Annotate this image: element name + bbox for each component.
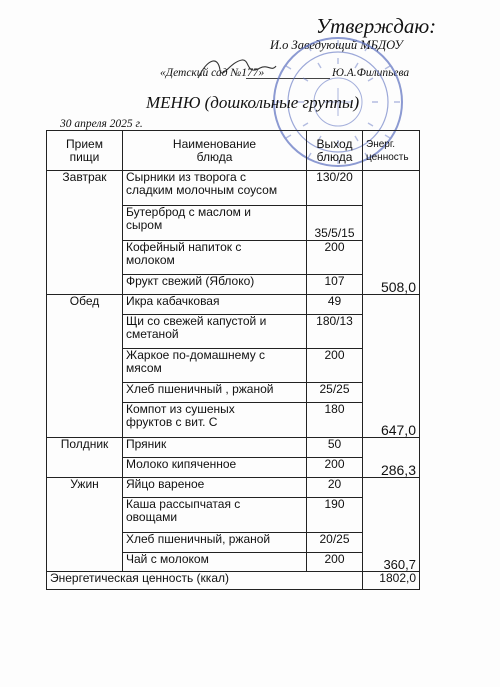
head-title: И.о Заведующий МБДОУ [270, 38, 403, 52]
dish-cell: Жаркое по-домашнему с мясом [123, 349, 307, 383]
meal-lunch: Обед [47, 295, 123, 438]
menu-date: 30 апреля 2025 г. [60, 118, 143, 130]
dish-cell: Икра кабачковая [123, 295, 307, 315]
meal-snack: Полдник [47, 438, 123, 478]
yield-cell: 49 [307, 295, 363, 315]
header-row [47, 131, 420, 171]
meal-dinner: Ужин [47, 478, 123, 572]
yield-cell: 20 [307, 478, 363, 498]
yield-cell: 25/25 [307, 383, 363, 403]
dish-cell: Компот из сушеных фруктов с вит. С [123, 403, 307, 438]
dish-cell: Фрукт свежий (Яблоко) [123, 275, 307, 295]
dish-cell: Хлеб пшеничный, ржаной [123, 533, 307, 553]
dish-cell: Чай с молоком [123, 553, 307, 572]
header-meal: Прием пищи [47, 131, 123, 171]
energy-snack: 286,3 [363, 438, 420, 478]
yield-cell: 130/20 [307, 171, 363, 206]
approval-heading: Утверждаю: [316, 14, 437, 38]
yield-cell: 190 [307, 498, 363, 533]
yield-cell: 180/13 [307, 315, 363, 349]
yield-cell: 35/5/15 [307, 206, 363, 241]
dish-cell: Бутерброд с маслом и сыром [123, 206, 307, 241]
yield-cell: 200 [307, 553, 363, 572]
dish-cell: Каша рассыпчатая с овощами [123, 498, 307, 533]
header-yield: Выход блюда [307, 131, 363, 171]
dish-cell: Молоко кипяченное [123, 458, 307, 478]
dish-cell: Яйцо вареное [123, 478, 307, 498]
energy-lunch: 647,0 [363, 295, 420, 438]
yield-cell: 200 [307, 349, 363, 383]
total-label: Энергетическая ценность (ккал) [47, 572, 363, 590]
energy-dinner: 360,7 [363, 478, 420, 572]
dish-cell: Пряник [123, 438, 307, 458]
dish-cell: Кофейный напиток с молоком [123, 241, 307, 275]
menu-title: МЕНЮ (дошкольные группы) [146, 93, 360, 112]
table-row [47, 295, 420, 315]
total-value: 1802,0 [363, 572, 420, 590]
kindergarten-name: «Детский сад №177» [160, 67, 265, 79]
director-name: Ю.А.Филипьева [332, 67, 410, 79]
meal-breakfast: Завтрак [47, 171, 123, 295]
header-dish: Наименование блюда [123, 131, 307, 171]
yield-cell: 200 [307, 458, 363, 478]
table-row [47, 478, 420, 498]
yield-cell: 20/25 [307, 533, 363, 553]
handwritten-signature [190, 48, 280, 88]
dish-cell: Щи со свежей капустой и сметаной [123, 315, 307, 349]
yield-cell: 180 [307, 403, 363, 438]
yield-cell: 107 [307, 275, 363, 295]
yield-cell: 50 [307, 438, 363, 458]
dish-cell: Сырники из творога с сладким молочным соусом [123, 171, 307, 206]
header-energy: Энерг. ценность [363, 131, 420, 171]
total-row [47, 572, 420, 590]
energy-breakfast: 508,0 [363, 171, 420, 295]
menu-table [46, 130, 420, 590]
table-row [47, 171, 420, 206]
yield-cell: 200 [307, 241, 363, 275]
table-row [47, 438, 420, 458]
dish-cell: Хлеб пшеничный , ржаной [123, 383, 307, 403]
